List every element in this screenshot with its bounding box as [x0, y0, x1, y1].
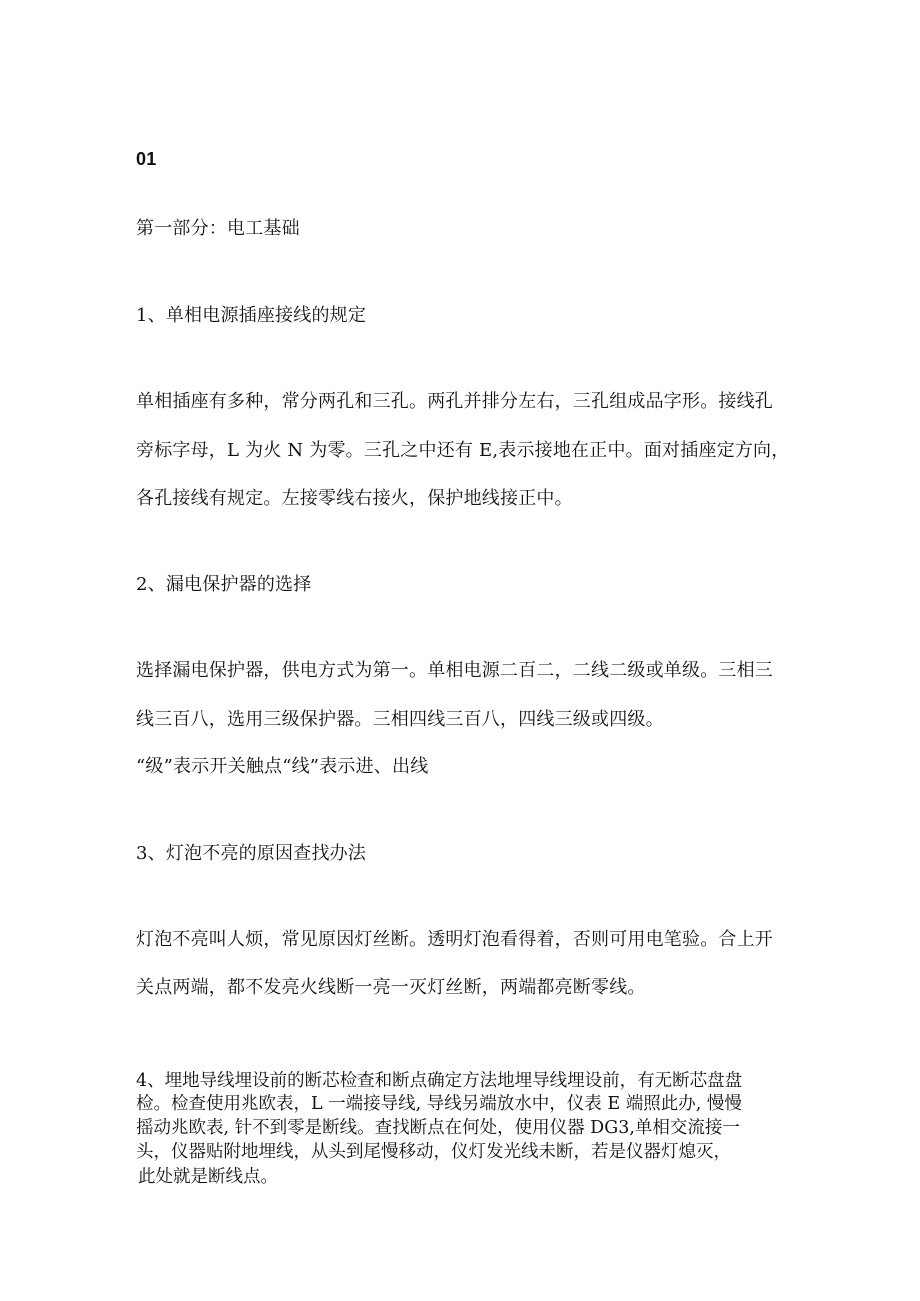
- section-2-line-3: “级”表示开关触点“线”表示进、出线: [136, 756, 429, 777]
- section-3-line-1: 灯泡不亮叫人烦，常见原因灯丝断。透明灯泡看得着，否则可用电笔验。合上开: [136, 929, 773, 950]
- part-title: 第一部分：电工基础: [136, 218, 300, 239]
- section-1-line-2: 旁标字母，L 为火 N 为零。三孔之中还有 E,表示接地在正中。面对插座定方向，: [136, 440, 790, 461]
- section-4-line-3: 头，仪器贴附地埋线，从头到尾慢移动，仪灯发光线未断，若是仪器灯熄灭，: [136, 1142, 731, 1162]
- section-heading-3: 3、灯泡不亮的原因查找办法: [136, 843, 367, 864]
- section-4-line-4: 此处就是断线点。: [138, 1167, 278, 1187]
- section-heading-2: 2、漏电保护器的选择: [136, 574, 312, 595]
- section-3-line-2: 关点两端，都不发亮火线断一亮一灭灯丝断，两端都亮断零线。: [136, 977, 646, 998]
- section-1-line-3: 各孔接线有规定。左接零线右接火，保护地线接正中。: [136, 488, 573, 509]
- section-2-line-2: 线三百八，选用三级保护器。三相四线三百八，四线三级或四级。: [136, 709, 664, 730]
- section-number: 01: [136, 149, 157, 169]
- section-1-line-1: 单相插座有多种，常分两孔和三孔。两孔并排分左右，三孔组成品字形。接线孔: [136, 391, 773, 412]
- section-2-line-1: 选择漏电保护器，供电方式为第一。单相电源二百二，二线二级或单级。三相三: [136, 660, 773, 681]
- section-heading-1: 1、单相电源插座接线的规定: [136, 305, 367, 326]
- section-heading-4: 4、埋地导线埋设前的断芯检查和断点确定方法地埋导线埋设前，有无断芯盘盘: [136, 1071, 743, 1091]
- section-4-line-2: 摇动兆欧表, 针不到零是断线。查找断点在何处，使用仪器 DG3,单相交流接一: [136, 1118, 740, 1138]
- section-4-line-1: 检。检查使用兆欧表，L 一端接导线, 导线另端放水中，仪表 E 端照此办, 慢慢: [136, 1094, 742, 1114]
